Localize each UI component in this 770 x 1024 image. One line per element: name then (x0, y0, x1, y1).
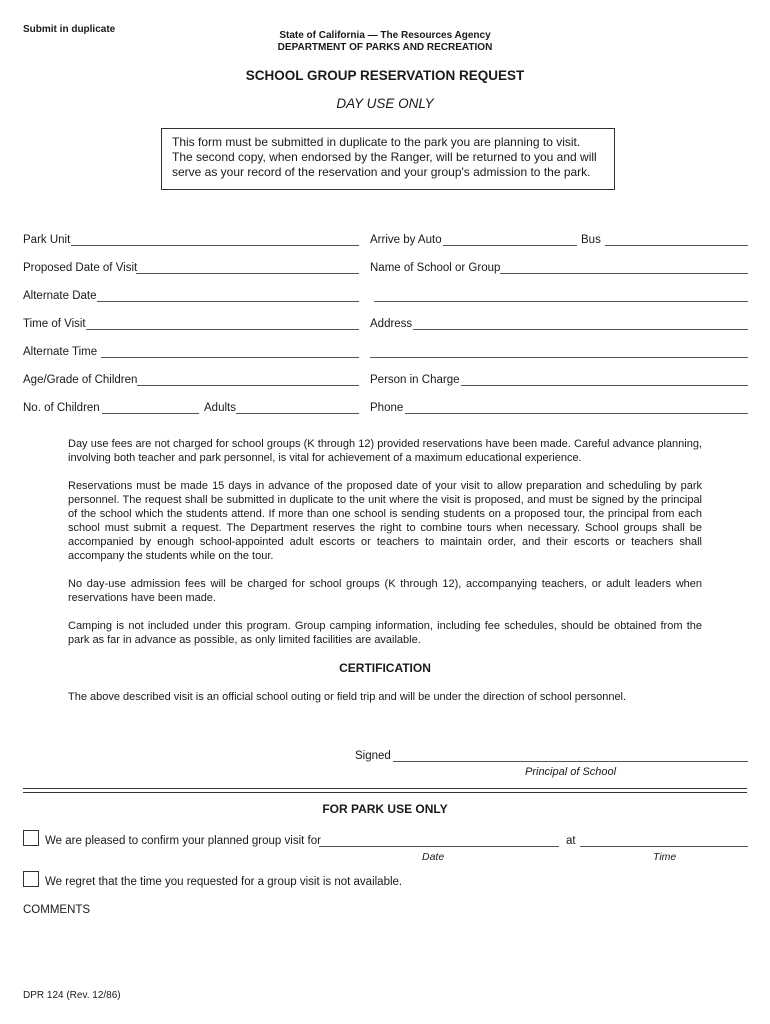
school-name-label: Name of School or Group (370, 262, 501, 274)
adults-field (204, 402, 359, 416)
park-unit-input[interactable] (71, 245, 359, 246)
agency-header (0, 30, 770, 54)
agency-line-1: State of California — The Resources Agency (279, 30, 491, 41)
adults-input[interactable] (236, 413, 359, 414)
proposed-date-input[interactable] (136, 273, 359, 274)
reservations-paragraph: Reservations must be made 15 days in advance of the proposed date of your visit to allow preparation and scheduling by park personnel. The request shall be submitted in duplicate to the unit where the visit is proposed, and must be signed by the principal of the school which the students attend. If more than one school is sending students on a proposed tour, the principal from each school must submit a request. The Department reserves the right to combine tours when necessary. School groups shall be accompanied by enough school-appointed adult escorts or teachers to maintain order, and their escorts or teachers shall accompany the students while on the tour. (68, 480, 702, 562)
separator-line-bottom (23, 792, 747, 793)
park-unit-label: Park Unit (23, 234, 71, 246)
form-number: DPR 124 (Rev. 12/86) (23, 990, 121, 1001)
date-caption: Date (422, 851, 445, 863)
age-grade-input[interactable] (137, 385, 359, 386)
proposed-date-field (23, 262, 359, 276)
signed-field (355, 750, 748, 764)
time-caption: Time (653, 851, 677, 863)
school-name-field (370, 262, 748, 276)
notice-line-3: serve as your record of the reservation and your group's admission to the park. (172, 165, 591, 179)
adults-label: Adults (204, 402, 236, 414)
confirm-checkbox[interactable] (23, 830, 39, 846)
no-of-children-input[interactable] (102, 413, 199, 414)
confirm-field (45, 835, 559, 849)
agency-line-2: DEPARTMENT OF PARKS AND RECREATION (277, 42, 493, 53)
address-label: Address (370, 318, 413, 330)
phone-input[interactable] (405, 413, 748, 414)
form-title: SCHOOL GROUP RESERVATION REQUEST (245, 68, 525, 83)
alternate-time-field (23, 346, 359, 360)
signature-line[interactable] (393, 761, 748, 762)
school-name-input[interactable] (500, 273, 748, 274)
regret-checkbox[interactable] (23, 871, 39, 887)
comments-label: COMMENTS (23, 904, 91, 916)
notice-box (161, 128, 615, 190)
school-name-input-2[interactable] (374, 301, 748, 302)
age-grade-label: Age/Grade of Children (23, 374, 138, 386)
address-line-2 (370, 346, 748, 360)
submit-note: Submit in duplicate (23, 24, 116, 35)
bus-field (581, 234, 748, 248)
address-field (370, 318, 748, 332)
park-use-heading: FOR PARK USE ONLY (322, 802, 448, 816)
notice-line-2: The second copy, when endorsed by the Ranger, will be returned to you and will (172, 150, 597, 164)
notice-line-1: This form must be submitted in duplicate to the park you are planning to visit. (172, 135, 581, 149)
fees-paragraph: Day use fees are not charged for school groups (K through 12) provided reservations have been made. Careful advance planning, involving both teacher and park personnel, is vital for achievement of a maximum educational experience. (68, 438, 702, 464)
signed-label: Signed (355, 750, 391, 762)
form-subtitle: DAY USE ONLY (336, 96, 434, 111)
alternate-time-input[interactable] (101, 357, 359, 358)
certification-statement: The above described visit is an official school outing or field trip and will be under the direction of school personnel. (68, 691, 627, 703)
address-input[interactable] (413, 329, 748, 330)
admission-paragraph: No day-use admission fees will be charged for school groups (K through 12), accompanying teachers, or adult leaders when reservations have been made. (68, 578, 702, 604)
separator-line-top (23, 788, 747, 789)
phone-label: Phone (370, 402, 404, 414)
alternate-date-label: Alternate Date (23, 290, 97, 302)
bus-label: Bus (581, 234, 601, 246)
address-input-2[interactable] (370, 357, 748, 358)
bus-input[interactable] (605, 245, 748, 246)
alternate-date-input[interactable] (97, 301, 359, 302)
arrive-by-auto-label: Arrive by Auto (370, 234, 442, 246)
arrive-by-auto-input[interactable] (443, 245, 577, 246)
person-in-charge-field (370, 374, 748, 388)
school-name-line-2 (370, 290, 748, 304)
proposed-date-label: Proposed Date of Visit (23, 262, 138, 274)
confirm-date-input[interactable] (319, 846, 559, 847)
confirm-time-input[interactable] (580, 846, 748, 847)
time-of-visit-label: Time of Visit (23, 318, 86, 330)
no-of-children-field (23, 402, 199, 416)
principal-caption: Principal of School (525, 766, 617, 778)
no-of-children-label: No. of Children (23, 402, 100, 414)
time-of-visit-field (23, 318, 359, 332)
person-in-charge-label: Person in Charge (370, 374, 460, 386)
certification-heading: CERTIFICATION (339, 661, 431, 675)
confirm-text: We are pleased to confirm your planned group visit for (45, 835, 321, 847)
camping-paragraph: Camping is not included under this program. Group camping information, including fee schedules, should be obtained from the park as far in advance as possible, as only limited facilities are available. (68, 620, 702, 646)
regret-text: We regret that the time you requested for a group visit is not available. (45, 876, 403, 888)
arrive-by-auto-field (370, 234, 577, 248)
alternate-date-field (23, 290, 359, 304)
alternate-time-label: Alternate Time (23, 346, 98, 358)
at-label: at (566, 835, 576, 847)
park-unit-field (23, 234, 359, 248)
age-grade-field (23, 374, 359, 388)
at-field (566, 835, 748, 849)
person-in-charge-input[interactable] (461, 385, 748, 386)
phone-field (370, 402, 748, 416)
time-of-visit-input[interactable] (86, 329, 359, 330)
